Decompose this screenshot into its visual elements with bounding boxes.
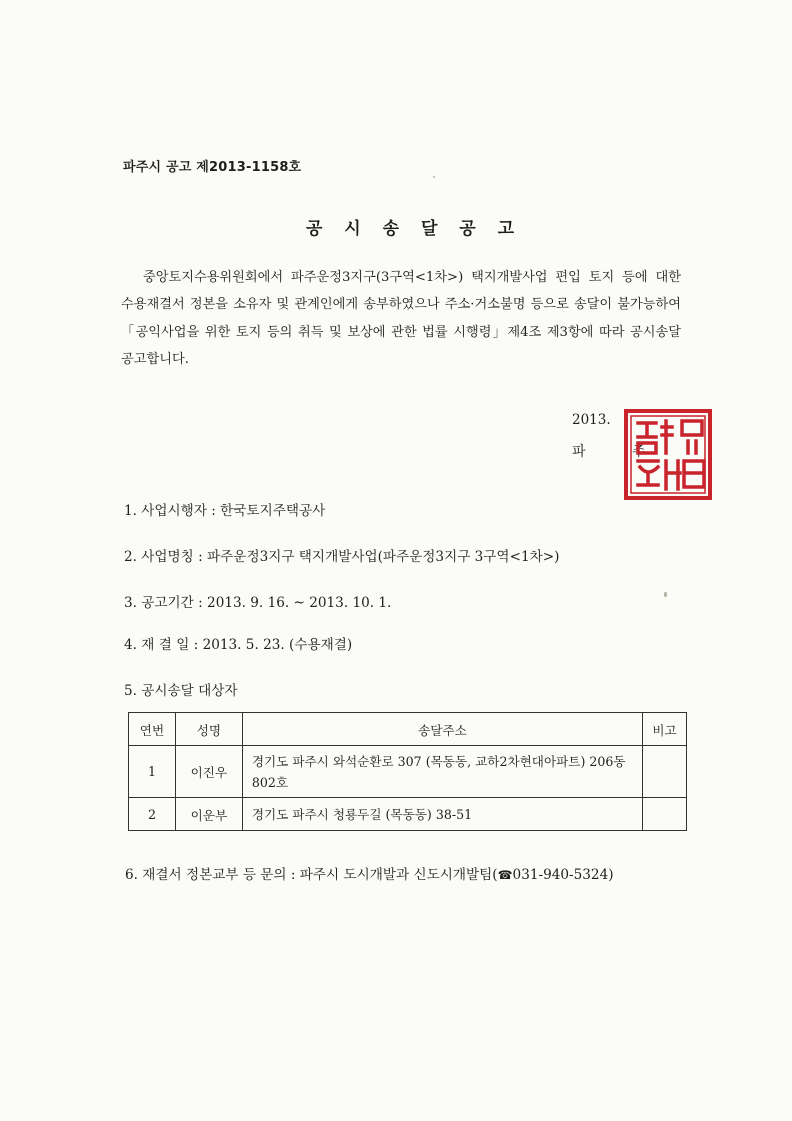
item-value: 한국토지주택공사 (220, 503, 326, 519)
item-recipients-heading (124, 679, 238, 699)
body-paragraph (121, 264, 681, 373)
table-cell-address: 경기도 파주시 청룡두길 (목동동) 38-51 (242, 798, 642, 831)
table-cell-name: 이진우 (175, 746, 242, 798)
notice-number: 파주시 공고 제2013-1158호 (123, 160, 302, 175)
signature-date: 2013. (572, 412, 611, 428)
item-label: 5. 공시송달 대상자 (124, 683, 238, 699)
body-paragraph-text: 중앙토지수용위원회에서 파주운정3지구(3구역<1차>) 택지개발사업 편입 토지 등에 대한 수용재결서 정본을 소유자 및 관계인에게 송부하였으나 주소·거소불명 등으로 송달이 불가능하여「공익사업을 위한 토지 등의 취득 및 보상에 관한 법률 시행령」제4조 제3항에 따라 공시송달 공고합니다. (121, 270, 681, 367)
item-value: 2013. 5. 23. (수용재결) (202, 637, 353, 653)
item-label: 1. 사업시행자 : (124, 503, 221, 519)
item-value: 2013. 9. 16. ~ 2013. 10. 1. (207, 595, 392, 611)
table-cell-no: 2 (129, 798, 176, 831)
table-cell-address: 경기도 파주시 와석순환로 307 (목동동, 교하2차현대아파트) 206동 802호 (242, 746, 642, 798)
item-decision-date (124, 633, 352, 653)
recipients-table (128, 712, 687, 831)
table-cell-note (643, 746, 687, 798)
signature-issuer: 파 주 (572, 444, 667, 460)
table-header-no: 연번 (129, 713, 176, 746)
table-cell-no: 1 (129, 746, 176, 798)
table-header-address: 송달주소 (242, 713, 642, 746)
item-project-name (124, 545, 559, 565)
table-header-row (129, 713, 687, 746)
inquiry-line (125, 863, 614, 883)
inquiry-label: 6. 재결서 정본교부 등 문의 : (125, 867, 300, 883)
item-business-operator (124, 499, 325, 519)
table-cell-name: 이운부 (175, 798, 242, 831)
table-header-name: 성명 (175, 713, 242, 746)
table-cell-note (643, 798, 687, 831)
document-title: 공 시 송 달 공 고 (305, 219, 523, 239)
item-notice-period (124, 591, 391, 611)
item-label: 2. 사업명칭 : (124, 549, 208, 565)
inquiry-department: 파주시 도시개발과 신도시개발팀( (299, 867, 498, 883)
table-header-note: 비고 (643, 713, 687, 746)
table-row (129, 798, 687, 831)
phone-icon: ☎ (497, 868, 513, 882)
item-label: 4. 재 결 일 : (124, 637, 203, 653)
item-value: 파주운정3지구 택지개발사업(파주운정3지구 3구역<1차>) (207, 549, 560, 565)
item-label: 3. 공고기간 : (124, 595, 208, 611)
table-row (129, 746, 687, 798)
official-seal-icon (622, 407, 714, 502)
scan-speck (433, 176, 435, 178)
scan-speck (664, 592, 667, 597)
inquiry-phone: 031-940-5324) (512, 867, 614, 883)
